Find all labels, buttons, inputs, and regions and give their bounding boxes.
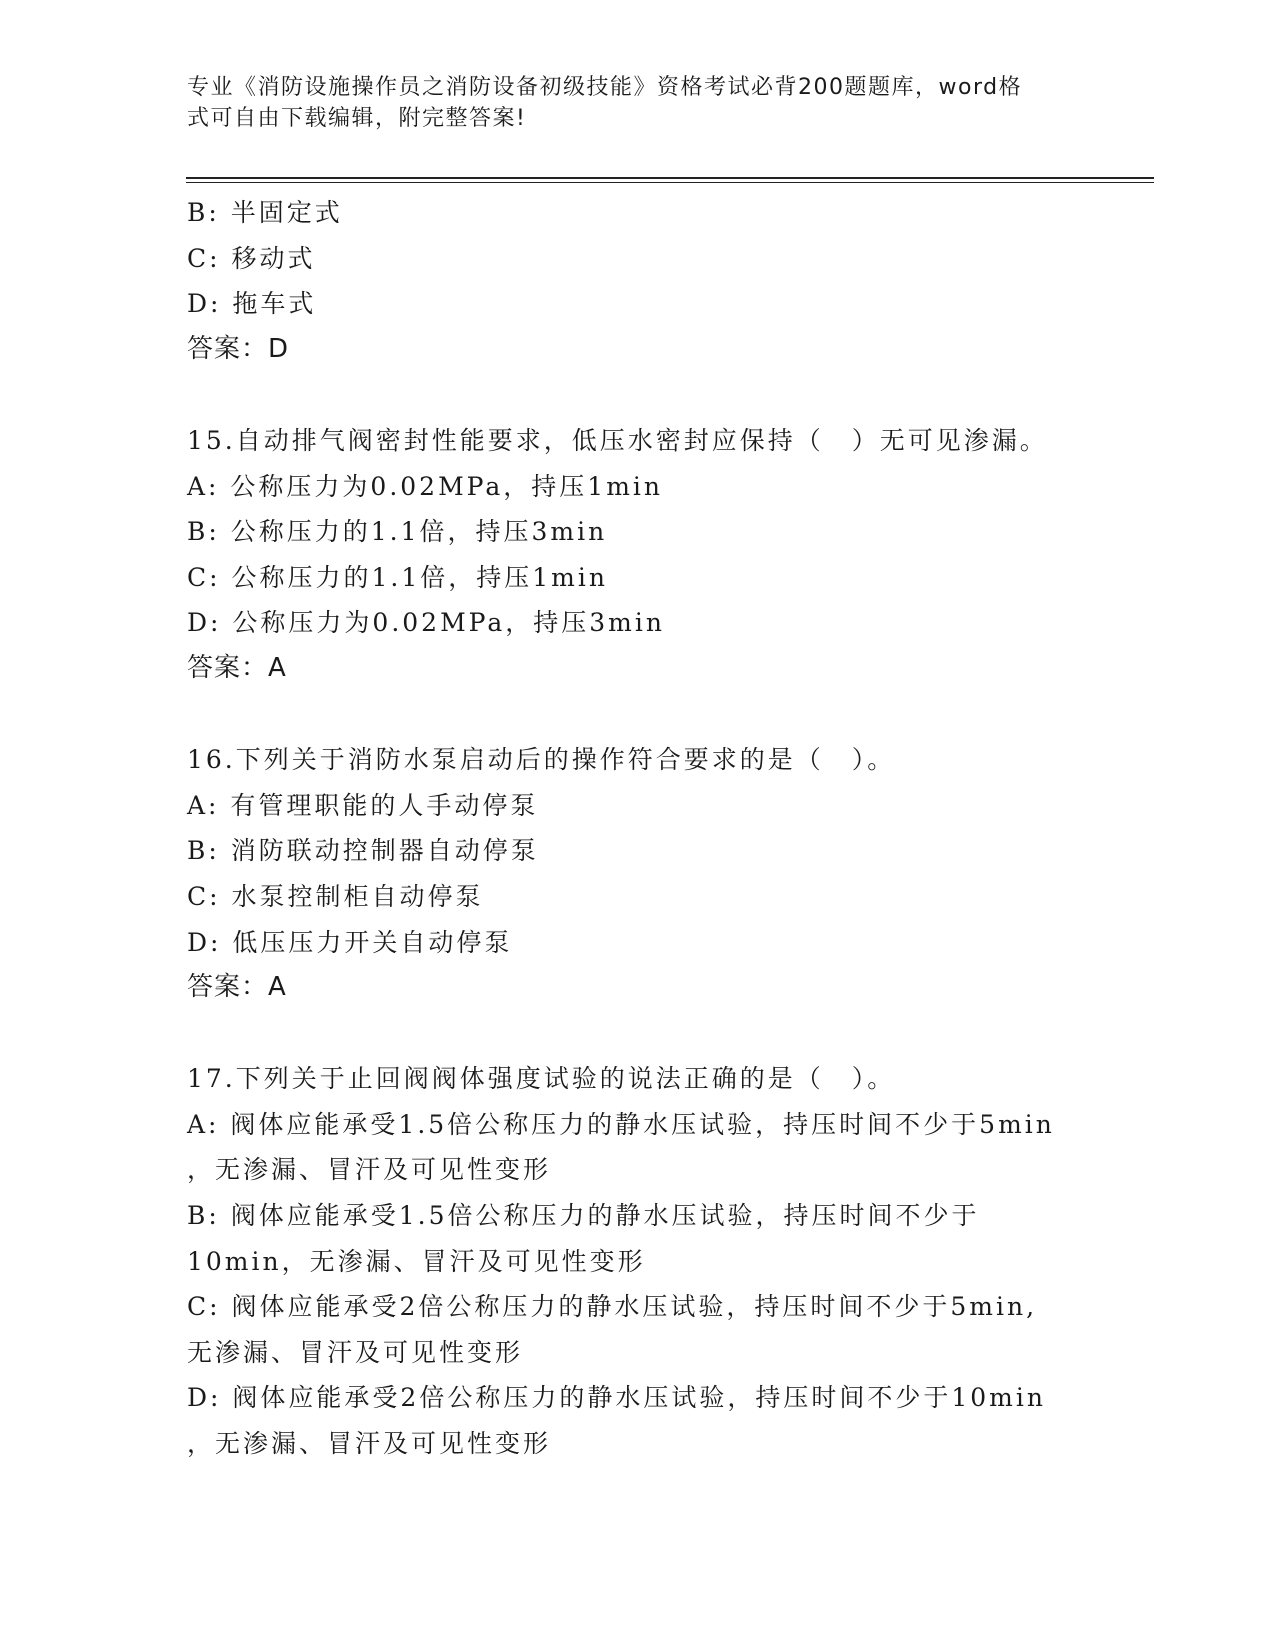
answer: 答案：D — [187, 333, 290, 364]
question-15 — [187, 418, 1087, 692]
option-c-line-2: 无渗漏、冒汗及可见性变形 — [187, 1337, 524, 1367]
question-list — [187, 190, 1087, 1467]
option-c: C: 移动式 — [187, 243, 316, 273]
option-b: B: 公称压力的1.1倍，持压3min — [187, 517, 608, 547]
option-d: D: 低压压力开关自动停泵 — [187, 927, 513, 957]
option-d: D: 公称压力为0.02MPa，持压3min — [187, 608, 665, 638]
option-b-line-2: 10min，无渗漏、冒汗及可见性变形 — [187, 1246, 646, 1276]
question-17 — [187, 1056, 1087, 1466]
spacer — [187, 1011, 1087, 1057]
question-stem: 15.自动排气阀密封性能要求，低压水密封应保持（ ）无可见渗漏。 — [187, 425, 1048, 455]
option-d-line-1: D: 阀体应能承受2倍公称压力的静水压试验，持压时间不少于10min — [187, 1383, 1046, 1413]
answer: 答案：A — [187, 972, 287, 1003]
spacer — [187, 372, 1087, 418]
option-a-line-2: ，无渗漏、冒汗及可见性变形 — [187, 1155, 552, 1185]
question-stem: 16.下列关于消防水泵启动后的操作符合要求的是（ ）。 — [187, 745, 896, 775]
option-c-line-1: C: 阀体应能承受2倍公称压力的静水压试验，持压时间不少于5min, — [187, 1292, 1038, 1322]
page-header — [187, 72, 1087, 134]
header-divider-thin — [186, 182, 1154, 183]
option-a: A: 有管理职能的人手动停泵 — [187, 790, 539, 820]
option-a: A: 公称压力为0.02MPa，持压1min — [187, 471, 663, 501]
option-d: D: 拖车式 — [187, 289, 317, 319]
spacer — [187, 692, 1087, 738]
option-b: B: 半固定式 — [187, 198, 343, 227]
option-b-line-1: B: 阀体应能承受1.5倍公称压力的静水压试验，持压时间不少于 — [187, 1201, 980, 1231]
answer: 答案：A — [187, 652, 287, 683]
option-d-line-2: ，无渗漏、冒汗及可见性变形 — [187, 1429, 552, 1459]
header-line-2: 式可自由下载编辑，附完整答案! — [187, 106, 527, 131]
question-16 — [187, 737, 1087, 1011]
question-stem: 17.下列关于止回阀阀体强度试验的说法正确的是（ ）。 — [187, 1064, 896, 1094]
option-c: C: 公称压力的1.1倍，持压1min — [187, 562, 608, 592]
option-c: C: 水泵控制柜自动停泵 — [187, 881, 484, 911]
header-divider-thick — [186, 177, 1154, 179]
option-b: B: 消防联动控制器自动停泵 — [187, 836, 539, 866]
header-line-1: 专业《消防设施操作员之消防设备初级技能》资格考试必背200题题库，word格 — [187, 75, 1023, 100]
option-a-line-1: A: 阀体应能承受1.5倍公称压力的静水压试验，持压时间不少于5min — [187, 1109, 1055, 1139]
question-14 — [187, 190, 1087, 372]
